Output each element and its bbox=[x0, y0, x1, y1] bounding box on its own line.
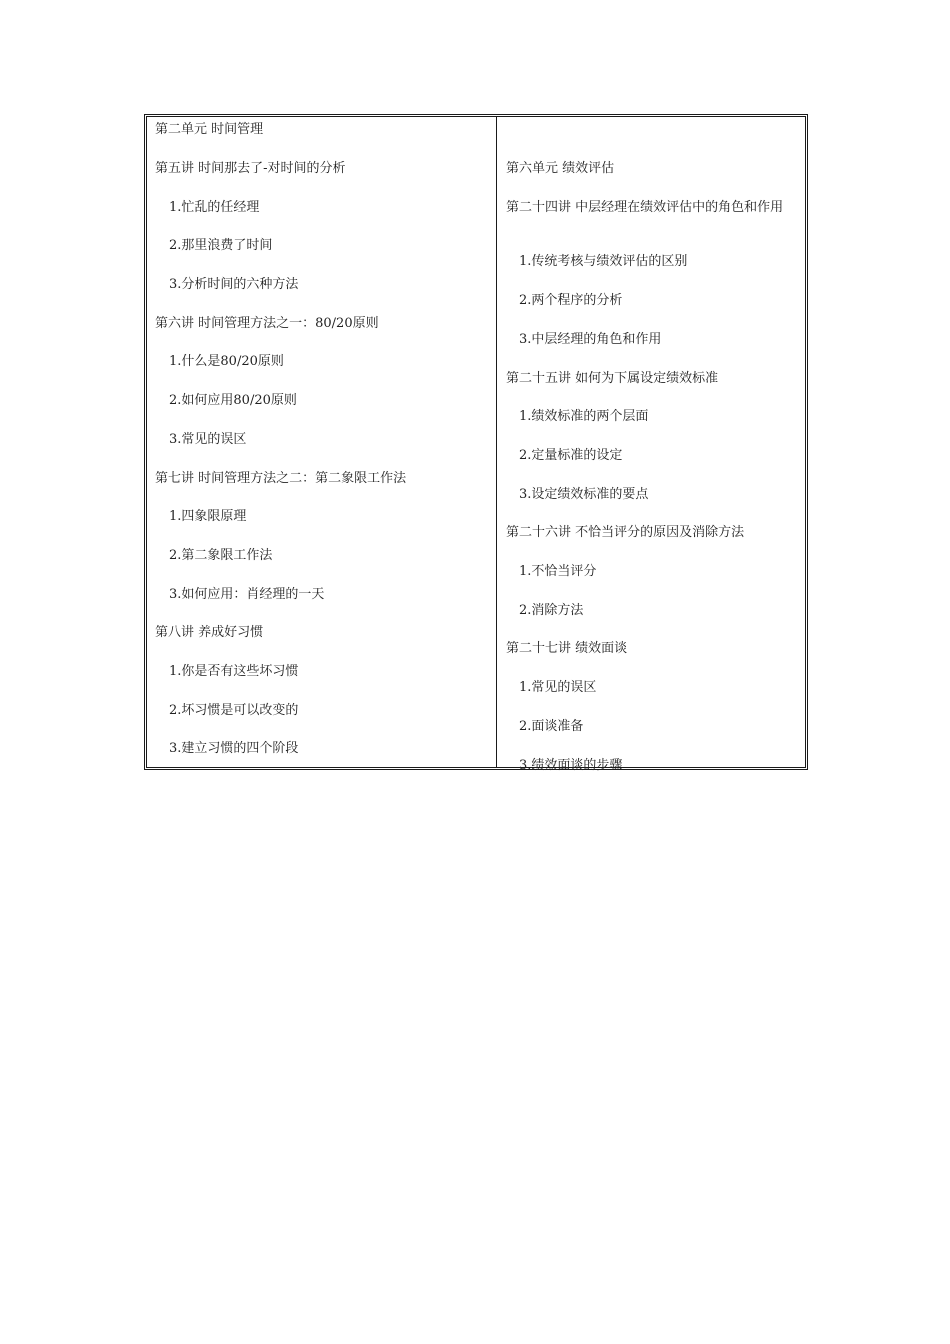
list-item: 1.绩效标准的两个层面 bbox=[519, 409, 649, 424]
list-item: 2.两个程序的分析 bbox=[519, 293, 623, 308]
list-item: 1.什么是80/20原则 bbox=[169, 354, 284, 369]
list-item: 2.定量标准的设定 bbox=[519, 448, 623, 463]
list-item: 3.绩效面谈的步骤 bbox=[519, 758, 623, 773]
lecture-heading: 第二十四讲 中层经理在绩效评估中的角色和作用 bbox=[506, 200, 784, 215]
course-outline-table bbox=[144, 114, 808, 773]
right-column bbox=[497, 117, 805, 773]
list-item: 1.忙乱的任经理 bbox=[169, 200, 260, 215]
lecture-heading: 第五讲 时间那去了-对时间的分析 bbox=[155, 161, 346, 176]
left-column bbox=[147, 117, 497, 767]
list-item: 1.常见的误区 bbox=[519, 680, 597, 695]
list-item: 2.面谈准备 bbox=[519, 719, 584, 734]
list-item: 3.如何应用：肖经理的一天 bbox=[169, 587, 325, 602]
lecture-heading: 第二十六讲 不恰当评分的原因及消除方法 bbox=[506, 525, 745, 540]
unit-heading: 第六单元 绩效评估 bbox=[506, 161, 615, 176]
list-item: 1.传统考核与绩效评估的区别 bbox=[519, 254, 688, 269]
list-item: 2.那里浪费了时间 bbox=[169, 238, 273, 253]
list-item: 2.第二象限工作法 bbox=[169, 548, 273, 563]
list-item: 3.中层经理的角色和作用 bbox=[519, 332, 662, 347]
list-item: 3.设定绩效标准的要点 bbox=[519, 487, 649, 502]
list-item: 3.分析时间的六种方法 bbox=[169, 277, 299, 292]
list-item: 2.坏习惯是可以改变的 bbox=[169, 703, 299, 718]
list-item: 1.你是否有这些坏习惯 bbox=[169, 664, 299, 679]
lecture-heading: 第二十七讲 绩效面谈 bbox=[506, 641, 628, 656]
lecture-heading: 第八讲 养成好习惯 bbox=[155, 625, 264, 640]
unit-heading: 第二单元 时间管理 bbox=[155, 122, 264, 137]
list-item: 1.四象限原理 bbox=[169, 509, 247, 524]
list-item: 2.消除方法 bbox=[519, 603, 584, 618]
lecture-heading: 第二十五讲 如何为下属设定绩效标准 bbox=[506, 371, 719, 386]
list-item: 1.不恰当评分 bbox=[519, 564, 597, 579]
list-item: 3.建立习惯的四个阶段 bbox=[169, 741, 299, 756]
list-item: 3.常见的误区 bbox=[169, 432, 247, 447]
lecture-heading: 第七讲 时间管理方法之二：第二象限工作法 bbox=[155, 471, 407, 486]
list-item: 2.如何应用80/20原则 bbox=[169, 393, 297, 408]
lecture-heading: 第六讲 时间管理方法之一：80/20原则 bbox=[155, 316, 379, 331]
